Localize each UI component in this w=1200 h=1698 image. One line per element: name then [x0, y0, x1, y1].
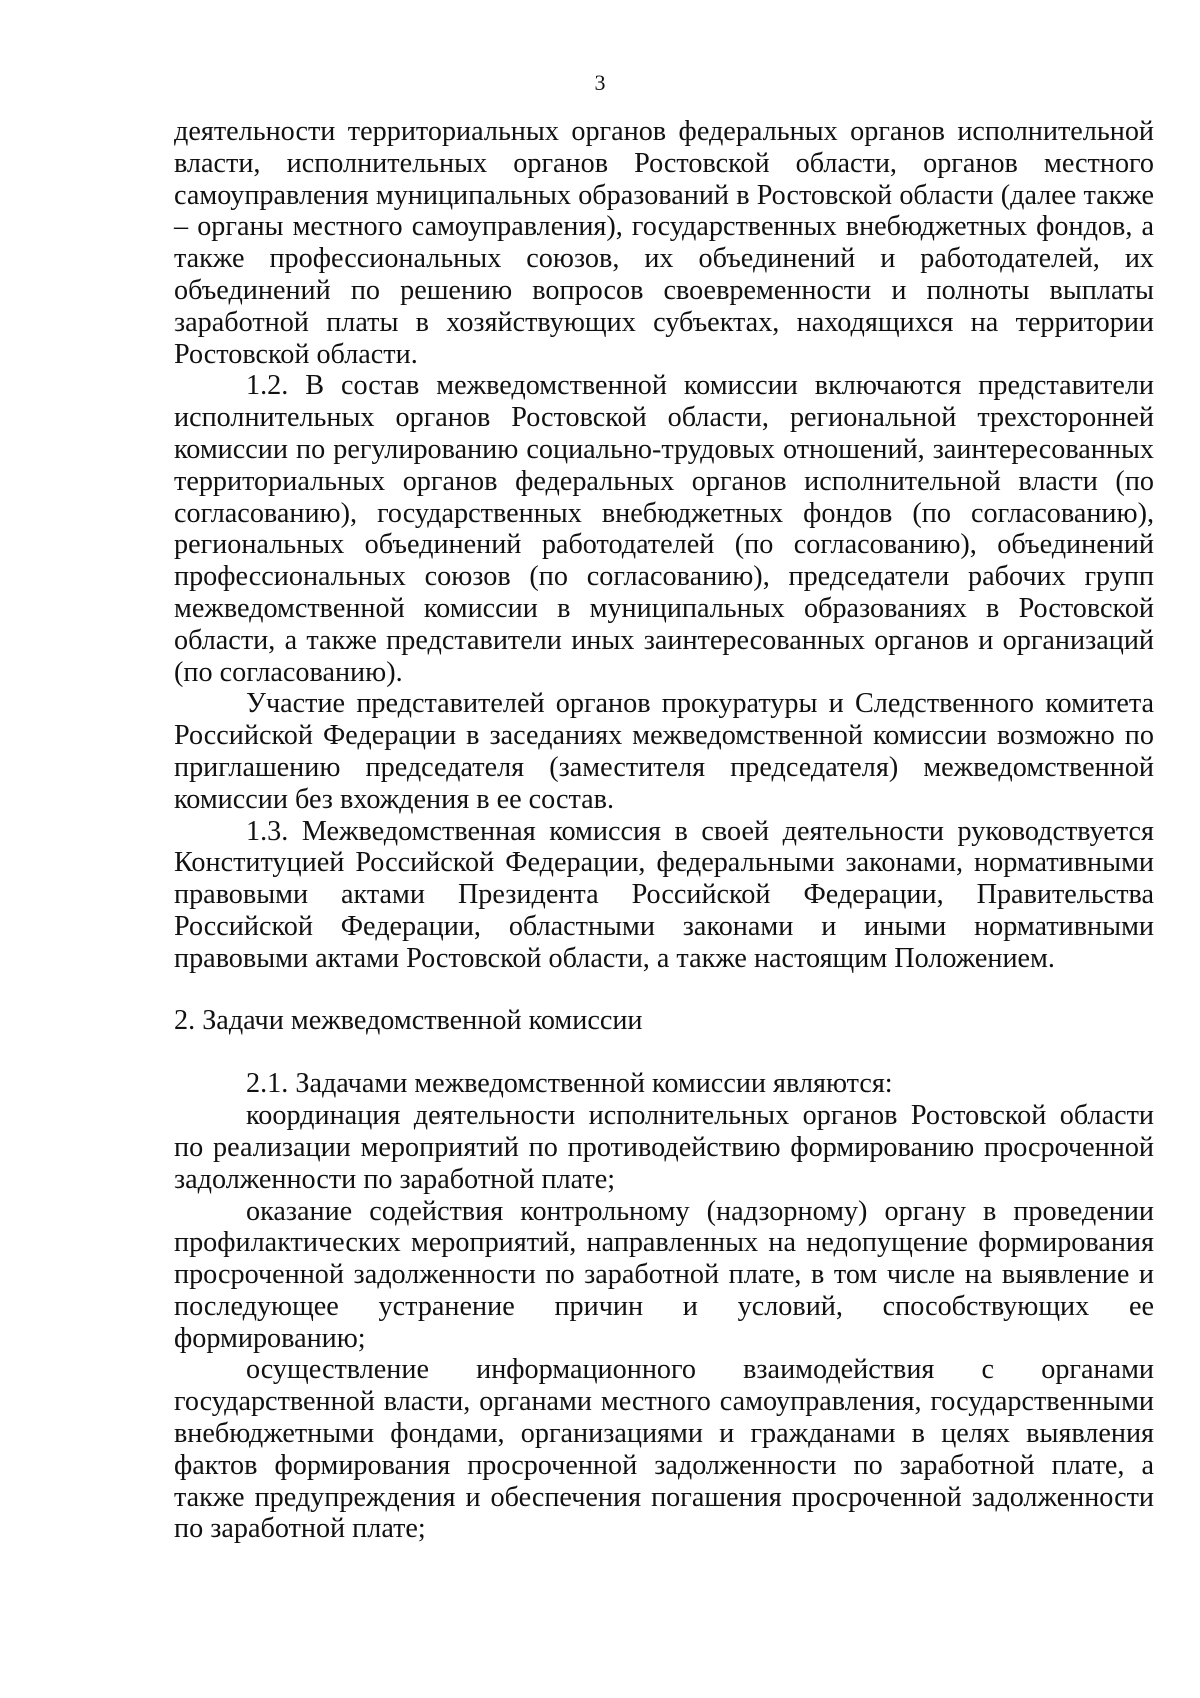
document-body — [174, 116, 1154, 1545]
page-number: 3 — [594, 70, 606, 95]
paragraph-participation: Участие представителей органов прокуратуры и Следственного комитета Российской Федерации в заседаниях межведомственной комиссии возможно по приглашению председателя (заместителя председателя) межведомственной комиссии без вхождения в ее состав. — [174, 688, 1154, 815]
task-coordination: координация деятельности исполнительных органов Ростовской области по реализации мероприятий по противодействию формированию просроченной задолженности по заработной плате; — [174, 1100, 1154, 1195]
paragraph-continuation: деятельности территориальных органов федеральных органов исполнительной власти, исполнительных органов Ростовской области, органов местного самоуправления муниципальных образований в Ростовской области (далее также – органы местного самоуправления), государственных внебюджетных фондов, а также профессиональных союзов, их объединений и работодателей, их объединений по решению вопросов своевременности и полноты выплаты заработной платы в хозяйствующих субъектах, находящихся на территории Ростовской области. — [174, 116, 1154, 370]
paragraph-1-3: 1.3. Межведомственная комиссия в своей деятельности руководствуется Конституцией Российской Федерации, федеральными законами, нормативными правовыми актами Президента Российской Федерации, Правительства Российской Федерации, областными законами и иными нормативными правовыми актами Ростовской области, а также настоящим Положением. — [174, 815, 1154, 974]
section-heading: 2. Задачи межведомственной комиссии — [174, 1004, 643, 1036]
paragraph-2-1: 2.1. Задачами межведомственной комиссии являются: — [246, 1068, 893, 1100]
paragraph-1-2: 1.2. В состав межведомственной комиссии включаются представители исполнительных органов Ростовской области, региональной трехсторонней комиссии по регулированию социально-трудовых отношений, заинтересованных территориальных органов федеральных органов исполнительной власти (по согласованию), государственных внебюджетных фондов (по согласованию), региональных объединений работодателей (по согласованию), объединений профессиональных союзов (по согласованию), председатели рабочих групп межведомственной комиссии в муниципальных образованиях в Ростовской области, а также представители иных заинтересованных органов и организаций (по согласованию). — [174, 370, 1154, 688]
task-assistance: оказание содействия контрольному (надзорному) органу в проведении профилактических мероприятий, направленных на недопущение формирования просроченной задолженности по заработной плате, в том числе на выявление и последующее устранение причин и условий, способствующих ее формированию; — [174, 1195, 1154, 1354]
task-information-exchange: осуществление информационного взаимодействия с органами государственной власти, органами местного самоуправления, государственными внебюджетными фондами, организациями и гражданами в целях выявления фактов формирования просроченной задолженности по заработной плате, а также предупреждения и обеспечения погашения просроченной задолженности по заработной плате; — [174, 1354, 1154, 1545]
